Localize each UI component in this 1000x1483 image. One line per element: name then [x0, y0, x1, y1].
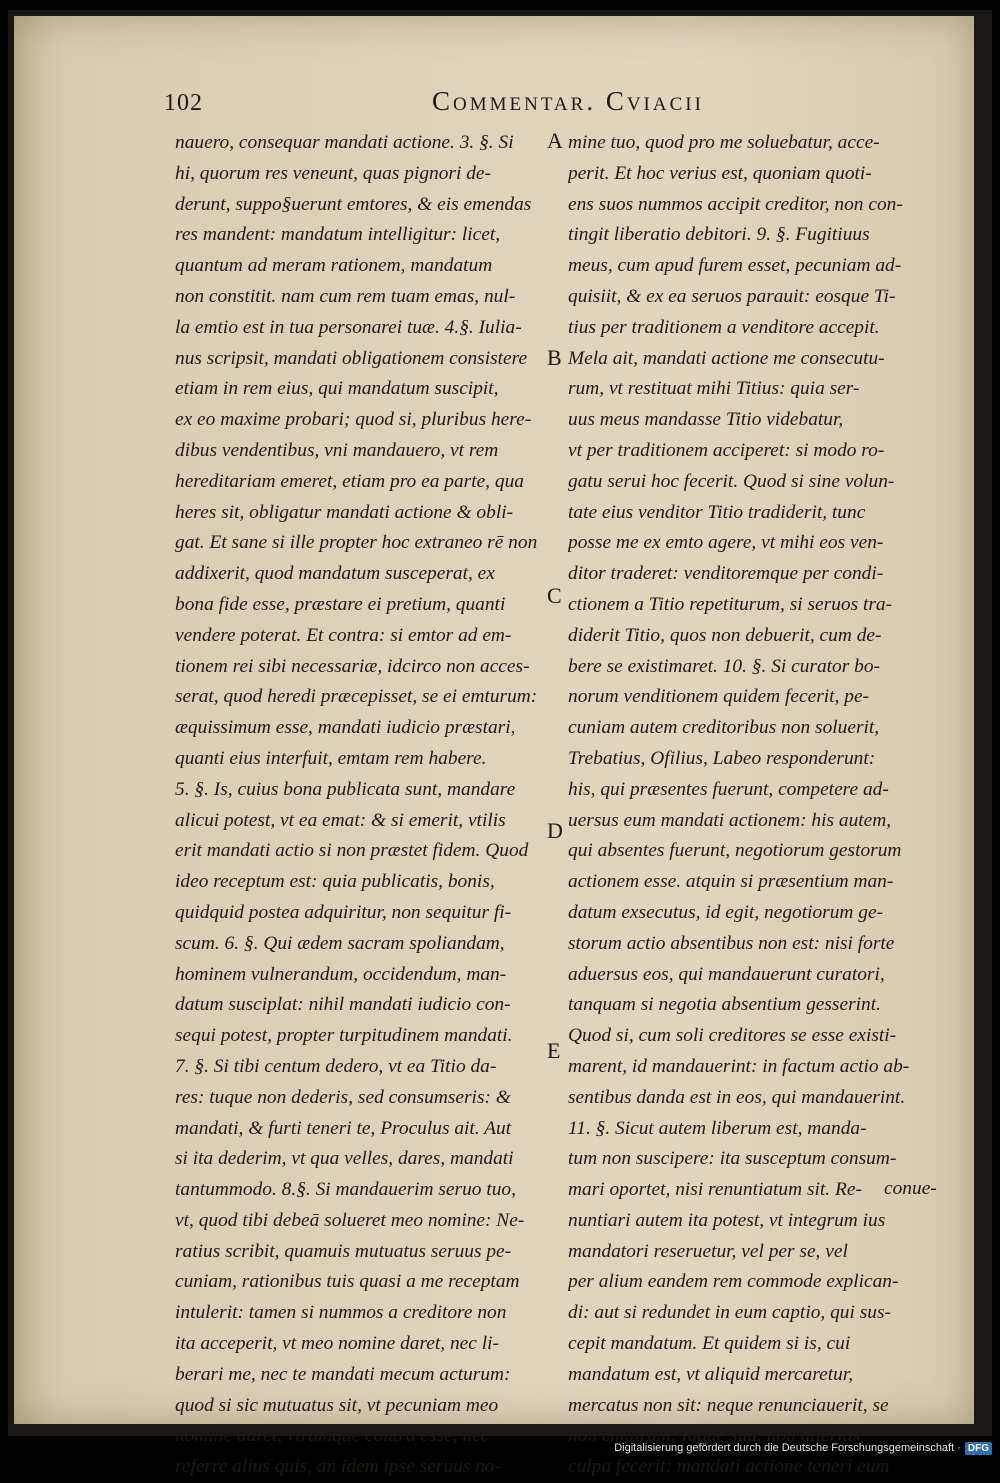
text-line: sequi potest, propter turpitudinem mandati.	[175, 1025, 513, 1047]
text-line: Quod si, cum soli creditores se esse existi-	[568, 1025, 897, 1047]
text-line: gatu serui hoc fecerit. Quod si sine volun-	[568, 470, 895, 492]
text-line: quantum ad meram rationem, mandatum	[175, 255, 493, 277]
text-line: quod si sic mutuatus sit, vt pecuniam meo	[175, 1394, 499, 1416]
page-header	[164, 86, 924, 120]
text-line: tanquam si negotia absentium gesserint.	[568, 994, 881, 1016]
text-line: vendere poterat. Et contra: si emtor ad em-	[175, 624, 512, 646]
text-line: mandati, & furti teneri te, Proculus ait. Aut	[175, 1117, 512, 1139]
text-line: non emturum: idque sua, non alterius	[568, 1425, 860, 1447]
text-line: diderit Titio, quos non debuerit, cum de-	[568, 624, 882, 646]
digitization-footer	[614, 1439, 992, 1457]
text-line: tate eius venditor Titio tradiderit, tunc	[568, 501, 866, 523]
text-line: referre alius quis, an idem ipse seruus no-	[175, 1456, 502, 1478]
text-line: vt, quod tibi debeā solueret meo nomine: Ne-	[175, 1209, 525, 1231]
margin-letter-a: A	[547, 128, 563, 153]
text-line: æquissimum esse, mandati iudicio præstari,	[175, 717, 516, 739]
text-line: datum exsecutus, id egit, negotiorum ge-	[568, 901, 884, 923]
text-line: 11. §. Sicut autem liberum est, manda-	[568, 1117, 867, 1139]
text-line: cuniam, rationibus tuis quasi a me receptam	[175, 1271, 520, 1293]
text-line: sentibus danda est in eos, qui mandauerint.	[568, 1086, 906, 1108]
text-line: meus, cum apud furem esset, pecuniam ad-	[568, 255, 902, 277]
text-line: ita acceperit, vt meo nomine daret, nec li-	[175, 1333, 499, 1355]
text-line: ditor traderet: venditoremque per condi-	[568, 563, 884, 585]
text-line: tionem rei sibi necessariæ, idcirco non acces-	[175, 655, 530, 677]
text-line: hereditariam emeret, etiam pro ea parte, qua	[175, 470, 524, 492]
text-line: perit. Et hoc verius est, quoniam quoti-	[568, 162, 872, 184]
text-line: nomine daret, vtrumque contra esse, nec	[175, 1425, 490, 1447]
text-line: 7. §. Si tibi centum dedero, vt ea Titio da-	[175, 1055, 497, 1077]
text-line: datum susciplat: nihil mandati iudicio con-	[175, 994, 511, 1016]
text-line: qui absentes fuerunt, negotiorum gestorum	[568, 840, 902, 862]
text-line: alicui potest, vt ea emat: & si emerit, vtilis	[175, 809, 506, 831]
text-line: mine tuo, quod pro me soluebatur, acce-	[568, 132, 880, 153]
text-line: berari me, nec te mandati mecum acturum:	[175, 1363, 511, 1385]
text-line: vt per traditionem acciperet: si modo ro-	[568, 439, 885, 461]
text-line: intulerit: tamen si nummos a creditore non	[175, 1302, 507, 1324]
text-line: cepit mandatum. Et quidem si is, cui	[568, 1333, 851, 1355]
text-line: bona fide esse, præstare ei pretium, quanti	[175, 593, 506, 615]
text-line: norum venditionem quidem fecerit, pe-	[568, 686, 870, 708]
text-line: dibus vendentibus, vni mandauero, vt rem	[175, 439, 499, 461]
dfg-logo: DFG	[965, 1442, 992, 1455]
text-line: non constitit. nam cum rem tuam emas, nul-	[175, 285, 516, 307]
text-line: quanti eius interfuit, emtam rem habere.	[175, 747, 487, 769]
text-line: quidquid postea adquiritur, non sequitur fi-	[175, 901, 512, 923]
footer-credit: Digitalisierung gefördert durch die Deutsche Forschungsgemeinschaft ·	[614, 1442, 961, 1454]
text-line: uus meus mandasse Titio videbatur,	[568, 409, 844, 431]
text-line: si ita dederim, vt qua velles, dares, mandati	[175, 1148, 514, 1170]
page-number: 102	[164, 90, 203, 116]
text-line: res mandent: mandatum intelligitur: licet,	[175, 224, 501, 246]
text-line: marent, id mandauerint: in factum actio ab-	[568, 1055, 910, 1077]
text-line: etiam in rem eius, qui mandatum suscipit,	[175, 378, 499, 400]
text-line: mari oportet, nisi renuntiatum sit. Re-	[568, 1179, 862, 1201]
text-line: ratius scribit, quamuis mutuatus seruus pe-	[175, 1240, 512, 1262]
text-line: ideo receptum est: quia publicatis, bonis,	[175, 871, 495, 893]
right-text-column	[568, 128, 938, 1483]
margin-letter-d: D	[547, 818, 563, 843]
text-line: ens suos nummos accipit creditor, non con-	[568, 193, 903, 215]
text-line: culpa fecerit: mandati actione teneri eum	[568, 1456, 890, 1478]
text-line: mercatus non sit: neque renunciauerit, se	[568, 1394, 889, 1416]
text-line: per alium eandem rem commode explican-	[568, 1271, 899, 1293]
text-line: rum, vt restituat mihi Titius: quia ser-	[568, 378, 860, 400]
text-line: ex eo maxime probari; quod si, pluribus here-	[175, 409, 532, 431]
text-line: tum non suscipere: ita susceptum consum-	[568, 1148, 897, 1170]
margin-letter-b: B	[547, 345, 562, 370]
text-line: scum. 6. §. Qui ædem sacram spoliandam,	[175, 932, 505, 954]
margin-letter-c: C	[547, 583, 562, 608]
text-line: storum actio absentibus non est: nisi forte	[568, 932, 895, 954]
text-line: mandatum est, vt aliquid mercaretur,	[568, 1363, 854, 1385]
text-line: nus scripsit, mandati obligationem consistere	[175, 347, 528, 369]
text-line: gat. Et sane si ille propter hoc extraneo rē non	[175, 532, 538, 554]
text-line: aduersus eos, qui mandauerunt curatori,	[568, 963, 885, 985]
text-line: addixerit, quod mandatum susceperat, ex	[175, 563, 495, 585]
text-line: tius per traditionem a venditore accepit.	[568, 316, 880, 338]
text-line: erit mandati actio si non præstet fidem. Quod	[175, 840, 529, 862]
text-line: derunt, suppo§uerunt emtores, & eis emendas	[175, 193, 532, 215]
text-line: mandatori reseruetur, vel per se, vel	[568, 1240, 848, 1262]
text-line: posse me ex emto agere, vt mihi eos ven-	[568, 532, 884, 554]
left-text-column	[175, 128, 545, 1483]
text-line: quisiit, & ex ea seruos parauit: eosque Ti-	[568, 285, 896, 307]
text-line: 5. §. Is, cuius bona publicata sunt, mandare	[175, 778, 516, 800]
text-line: ctionem a Titio repetiturum, si seruos tra-	[568, 593, 893, 615]
text-line: nauero, consequar mandati actione. 3. §. Si	[175, 132, 514, 153]
catchword: conue-	[884, 1178, 937, 1199]
text-line: nuntiari autem ita potest, vt integrum ius	[568, 1209, 886, 1231]
running-title: Commentar. Cviacii	[432, 86, 704, 116]
margin-letter-e: E	[547, 1038, 561, 1063]
text-line: tingit liberatio debitori. 9. §. Fugitiuus	[568, 224, 870, 246]
text-line: heres sit, obligatur mandati actione & obli-	[175, 501, 514, 523]
text-line: hi, quorum res veneunt, quas pignori de-	[175, 162, 491, 184]
text-line: bere se existimaret. 10. §. Si curator bo-	[568, 655, 880, 677]
text-line: tantummodo. 8.§. Si mandauerim seruo tuo,	[175, 1179, 516, 1201]
text-line: actionem esse. atquin si præsentium man-	[568, 871, 894, 893]
text-line: Trebatius, Ofilius, Labeo responderunt:	[568, 747, 876, 769]
text-line: his, qui præsentes fuerunt, competere ad-	[568, 778, 889, 800]
text-line: Mela ait, mandati actione me consecutu-	[568, 347, 885, 369]
text-line: hominem vulnerandum, occidendum, man-	[175, 963, 507, 985]
text-line: res: tuque non dederis, sed consumseris: &	[175, 1086, 511, 1108]
text-line: cuniam autem creditoribus non soluerit,	[568, 717, 880, 739]
text-line: la emtio est in tua personarei tuæ. 4.§. Iulia-	[175, 316, 522, 338]
text-line: serat, quod heredi præcepisset, se ei emturum:	[175, 686, 538, 708]
text-line: uersus eum mandati actionem: his autem,	[568, 809, 892, 831]
text-line: di: aut si redundet in eum captio, qui sus-	[568, 1302, 891, 1324]
